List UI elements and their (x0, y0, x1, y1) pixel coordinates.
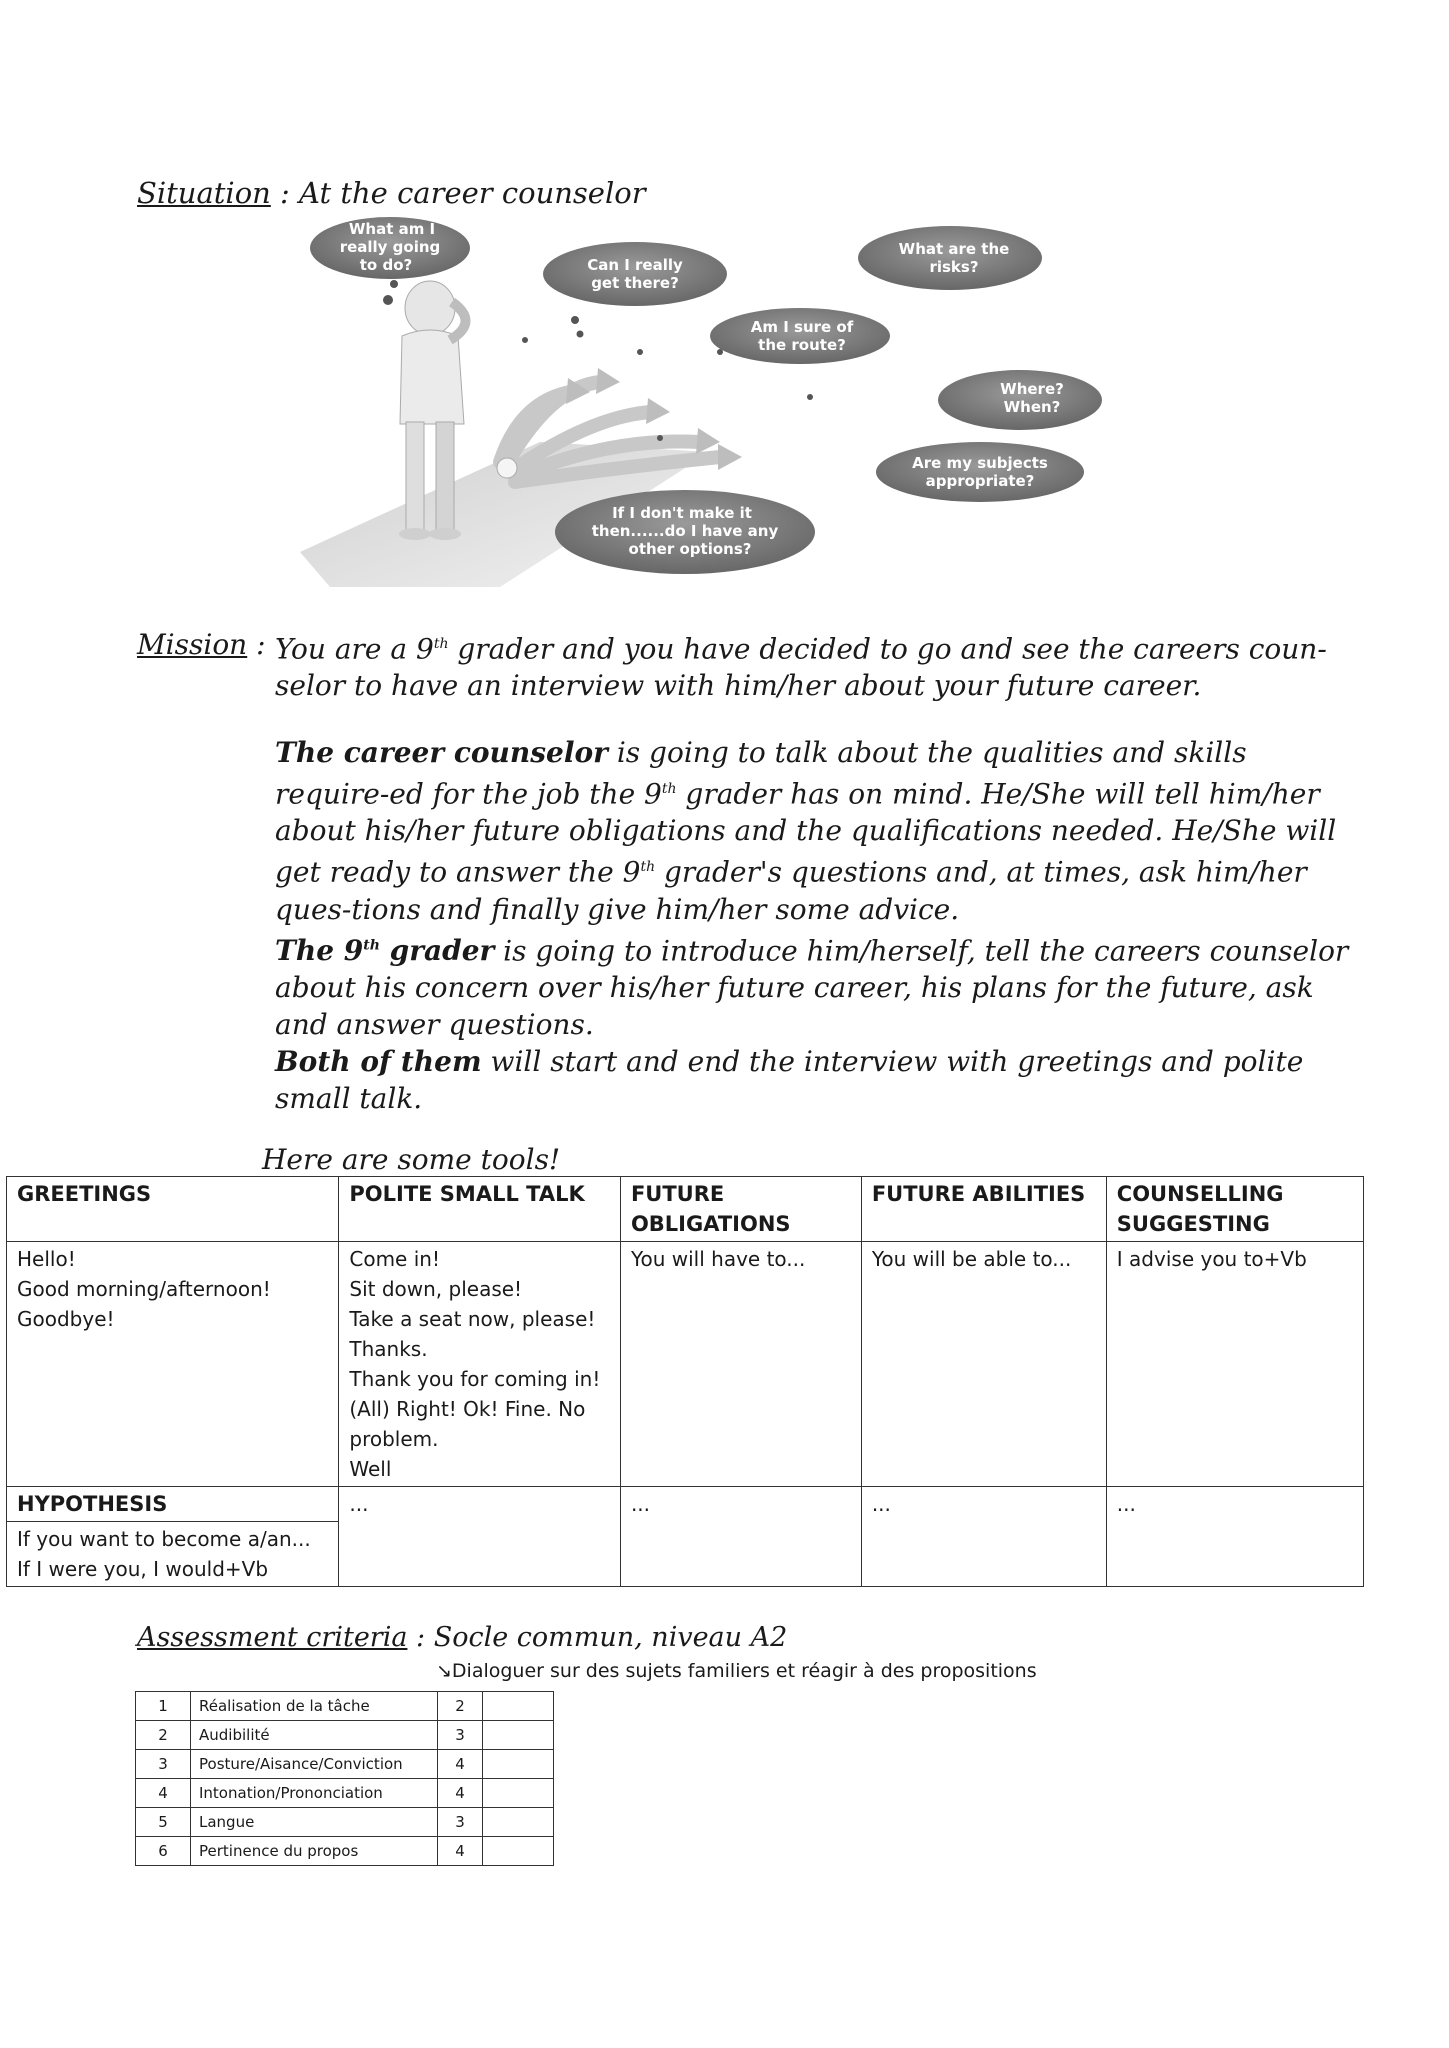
svg-text:appropriate?: appropriate? (925, 472, 1035, 490)
table-row (136, 1721, 554, 1750)
criterion-number: 2 (136, 1721, 191, 1750)
empty-cell (1106, 1522, 1363, 1587)
criterion-grade-cell (483, 1837, 554, 1866)
svg-text:risks?: risks? (929, 258, 979, 276)
criterion-name: Posture/Aisance/Conviction (191, 1750, 438, 1779)
svg-text:What am I: What am I (348, 220, 436, 238)
ellipsis-cell: ... (339, 1487, 621, 1522)
situation-label: Situation (137, 176, 271, 210)
list-item: Hello! (17, 1247, 76, 1271)
empty-cell (620, 1522, 861, 1587)
table-row (136, 1808, 554, 1837)
criterion-name: Langue (191, 1808, 438, 1837)
svg-text:the route?: the route? (758, 336, 846, 354)
empty-cell (339, 1522, 621, 1587)
mission-separator: : (247, 628, 266, 661)
both-paragraph (275, 1043, 1365, 1117)
counselor-text-b: grader has on mind. He/She will tell him/her about his/her future obligations and the qualifications needed. He/She will get ready to answer the 9 (275, 777, 1337, 889)
criterion-number: 6 (136, 1837, 191, 1866)
counselor-text-c: grader's questions and, at times, ask him/her ques-tions and finally give him/her some advice. (275, 855, 1307, 926)
situation-line (137, 176, 646, 210)
assessment-level: Socle commun, niveau A2 (433, 1622, 788, 1653)
table-row (7, 1487, 1364, 1522)
svg-text:to do?: to do? (359, 256, 413, 274)
counselling-cell: I advise you to+Vb (1106, 1242, 1363, 1487)
criterion-name: Intonation/Prononciation (191, 1779, 438, 1808)
hypothesis-header: HYPOTHESIS (7, 1487, 339, 1522)
grader-text: is going to introduce him/herself, tell the careers counselor about his concern over his/her future career, his plans for the future, ask and answer questions. (275, 933, 1349, 1041)
table-row (136, 1750, 554, 1779)
ellipsis-cell: ... (861, 1487, 1106, 1522)
counselor-text-a: is going to talk about the qualities and skills require-ed for the job the 9 (275, 736, 1247, 811)
list-item: If I were you, I would+Vb (17, 1557, 269, 1581)
criteria-table (135, 1691, 554, 1866)
svg-text:other options?: other options? (628, 540, 752, 558)
criterion-score: 4 (438, 1837, 483, 1866)
greetings-cell (7, 1242, 339, 1487)
svg-text:What are the: What are the (898, 240, 1010, 258)
tools-table (6, 1176, 1364, 1587)
grader-paragraph (275, 928, 1365, 1043)
criterion-name: Réalisation de la tâche (191, 1692, 438, 1721)
counselor-role: The career counselor (275, 736, 608, 769)
grader-role-a: The 9 (275, 933, 364, 967)
small-talk-cell (339, 1242, 621, 1487)
header-small-talk: POLITE SMALL TALK (339, 1177, 621, 1242)
career-crossroads-illustration (290, 212, 1110, 592)
arrows-hub (497, 458, 517, 478)
header-counselling: COUNSELLING SUGGESTING (1106, 1177, 1363, 1242)
obligations-cell: You will have to... (620, 1242, 861, 1487)
situation-separator: : (270, 176, 300, 210)
thought-bubble (938, 370, 1102, 430)
criterion-score: 4 (438, 1750, 483, 1779)
mission-intro-text-2: grader and you have decided to go and see the careers coun-selor to have an interview with him/her about your future career. (275, 632, 1327, 703)
thought-bubble (543, 242, 727, 306)
criterion-number: 5 (136, 1808, 191, 1837)
hypothesis-cell (7, 1522, 339, 1587)
criterion-grade-cell (483, 1721, 554, 1750)
svg-text:then......do I have any: then......do I have any (591, 522, 779, 540)
list-item: Goodbye! (17, 1307, 115, 1331)
grader-role-b: grader (379, 933, 495, 967)
ellipsis-cell: ... (620, 1487, 861, 1522)
thought-bubble (310, 217, 470, 279)
svg-text:Where?: Where? (1000, 380, 1064, 398)
header-greetings: GREETINGS (7, 1177, 339, 1242)
table-row (7, 1522, 1364, 1587)
mission-label: Mission (137, 628, 248, 661)
criterion-grade-cell (483, 1692, 554, 1721)
svg-text:really going: really going (339, 238, 441, 256)
situation-text: At the career counselor (299, 176, 646, 210)
svg-text:Am I sure of: Am I sure of (750, 318, 854, 336)
list-item: If you want to become a/an... (17, 1527, 311, 1551)
tools-title: Here are some tools! (262, 1143, 561, 1176)
criterion-number: 4 (136, 1779, 191, 1808)
list-item: Thank you for coming in! (349, 1367, 601, 1391)
criterion-number: 3 (136, 1750, 191, 1779)
thought-bubble (858, 226, 1042, 290)
list-item: Thanks. (349, 1337, 428, 1361)
ellipsis-cell: ... (1106, 1487, 1363, 1522)
thought-bubble (876, 442, 1084, 502)
direction-arrows (500, 382, 720, 482)
task-description (275, 734, 1365, 1117)
grader-role-sup: th (363, 937, 380, 954)
criterion-grade-cell (483, 1779, 554, 1808)
table-row (136, 1692, 554, 1721)
criterion-name: Audibilité (191, 1721, 438, 1750)
table-header-row (7, 1177, 1364, 1242)
empty-cell (861, 1522, 1106, 1587)
list-item: (All) Right! Ok! Fine. No problem. (349, 1397, 586, 1451)
assessment-separator: : (407, 1622, 434, 1653)
svg-text:If I don't make it: If I don't make it (612, 504, 752, 522)
counselor-sup: th (661, 781, 677, 797)
svg-text:Are my subjects: Are my subjects (912, 454, 1048, 472)
assessment-subtitle: ↘Dialoguer sur des sujets familiers et réagir à des propositions (436, 1660, 1037, 1682)
table-row (136, 1837, 554, 1866)
mission-intro-sup: th (433, 636, 449, 652)
both-role: Both of them (275, 1044, 482, 1078)
header-abilities: FUTURE ABILITIES (861, 1177, 1106, 1242)
list-item: Come in! (349, 1247, 440, 1271)
mission-intro-text: You are a 9 (275, 632, 434, 666)
thought-bubble (710, 308, 890, 364)
abilities-cell: You will be able to... (861, 1242, 1106, 1487)
criterion-name: Pertinence du propos (191, 1837, 438, 1866)
criterion-grade-cell (483, 1808, 554, 1837)
thought-bubble (555, 490, 815, 574)
assessment-heading (137, 1622, 787, 1653)
criterion-score: 3 (438, 1808, 483, 1837)
counselor-sup-2: th (640, 859, 656, 876)
svg-text:When?: When? (1003, 398, 1061, 416)
svg-text:get there?: get there? (591, 274, 679, 292)
grader-role (275, 934, 494, 967)
mission-heading (137, 626, 266, 663)
criterion-score: 3 (438, 1721, 483, 1750)
assessment-label: Assessment criteria (137, 1622, 408, 1653)
mission-intro (275, 626, 1335, 704)
counselor-paragraph (275, 734, 1365, 928)
criterion-grade-cell (483, 1750, 554, 1779)
table-row (136, 1779, 554, 1808)
header-obligations: FUTURE OBLIGATIONS (620, 1177, 861, 1242)
list-item: Take a seat now, please! (349, 1307, 596, 1331)
list-item: Sit down, please! (349, 1277, 523, 1301)
list-item: Well (349, 1457, 392, 1481)
both-text: will start and end the interview with greetings and polite small talk. (275, 1044, 1304, 1115)
table-row (7, 1242, 1364, 1487)
criterion-number: 1 (136, 1692, 191, 1721)
svg-text:Can I really: Can I really (587, 256, 683, 274)
list-item: Good morning/afternoon! (17, 1277, 271, 1301)
criterion-score: 4 (438, 1779, 483, 1808)
criterion-score: 2 (438, 1692, 483, 1721)
